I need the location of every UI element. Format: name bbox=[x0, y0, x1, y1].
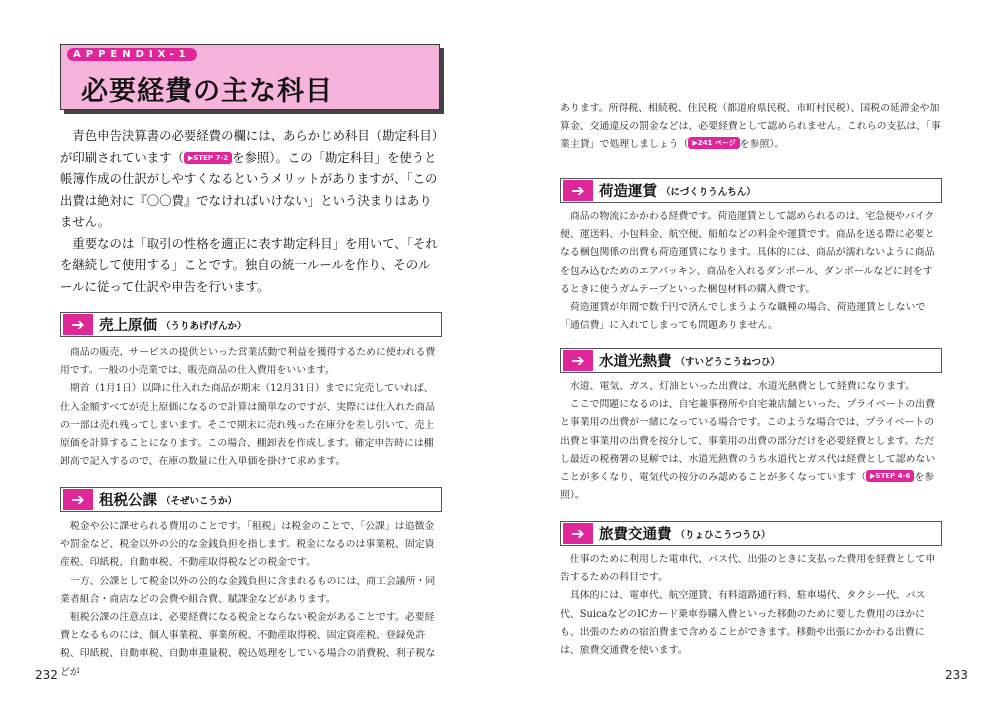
continuation-text-a: あります。所得税、相続税、住民税（都道府県民税、市町村民税）、国税の延滞金や加算金、交通違反の罰金などは、必要経費として認められません。これらの支払は、「事業主貸」で処理しましょう（ bbox=[560, 103, 941, 151]
section-paragraph: 商品の販売、サービスの提供といった営業活動で利益を獲得するために使われる費用です。一般の小売業では、販売商品の仕入費用をいいます。 bbox=[60, 347, 436, 377]
page-reference-label: 241 ページ bbox=[697, 139, 736, 148]
step-reference-label: STEP 4-6 bbox=[875, 472, 911, 481]
section-header-uriage-genka bbox=[60, 312, 442, 337]
section-header-sozei-kouka bbox=[60, 487, 442, 512]
section-reading: （りょひこうつうひ） bbox=[675, 529, 771, 541]
section-paragraph: 仕事のために利用した電車代、バス代、出張のときに支払った費用を経費として申告するための科目です。 bbox=[560, 554, 936, 584]
page-reference-badge: ▶241 ページ bbox=[688, 137, 739, 149]
section-header-ryohi-koutsuuhi bbox=[560, 521, 942, 546]
page-number: 233 bbox=[945, 668, 968, 682]
arrow-right-icon: ➔ bbox=[63, 314, 93, 335]
section-header-suidou-kounetsuhi bbox=[560, 348, 942, 373]
section-paragraph: 商品の物流にかかわる経費です。荷造運賃として認められるのは、宅急便やバイク便、運送料、小包料金、航空便、船舶などの料金や運賃です。商品を送る際に必要となる梱包関係の出費も荷造運賃になります。具体的には、商品が濡れないように商品を包み込むためのエアパッキン、商品を入れるダンボール、ダンボールなどに封をするときに使うガムテープといった梱包材料の購入費です。 bbox=[560, 211, 935, 295]
section-paragraph: 荷造運賃が年間で数千円で済んでしまうような職種の場合、荷造運賃としないで「通信費」に入れてしまっても問題ありません。 bbox=[560, 302, 926, 332]
page-number: 232 bbox=[35, 668, 58, 682]
section-paragraph: 水道、電気、ガス、灯油といった出費は、水道光熱費として経費になります。 bbox=[569, 381, 916, 392]
page-title: 必要経費の主な科目 bbox=[81, 76, 333, 107]
intro-paragraph-2: 重要なのは「取引の性格を適正に表す勘定科目」を用いて、「それを継続して使用する」ことです。独自の統一ルールを作り、そのルールに従って仕訳や申告を行います。 bbox=[60, 235, 438, 294]
section-paragraph bbox=[560, 396, 942, 505]
arrow-right-icon: ➔ bbox=[63, 489, 93, 510]
appendix-label: APPENDIX-1 bbox=[67, 48, 197, 61]
arrow-right-icon: ➔ bbox=[563, 523, 593, 544]
section-body-sozei-kouka bbox=[60, 518, 442, 682]
section-reading: （にづくりうんちん） bbox=[661, 186, 756, 198]
continuation-paragraph bbox=[560, 100, 942, 155]
section-reading: （すいどうこうねつひ） bbox=[675, 356, 781, 368]
section-paragraph: 租税公課の注意点は、必要経費になる税金とならない税金があることです。必要経費となるものには、個人事業税、事業所税、不動産取得税、固定資産税、登録免許税、印紙税、自動車税、自動車重量税、税込処理をしている場合の消費税、利子税などが bbox=[60, 612, 436, 678]
step-reference-badge: ▶STEP 7-2 bbox=[184, 152, 232, 164]
section-paragraph: 税金や公に課せられる費用のことです。「租税」は税金のことで、「公課」は追徴金や罰金など、税金以外の公的な金銭負担を指します。税金になるのは事業税、固定資産税、印紙税、自動車税、不動産取得税などの税金です。 bbox=[60, 521, 435, 569]
intro-p1-text-a: 青色申告決算書の必要経費の欄には、あらかじめ科目（勘定科目）が印刷されています（ bbox=[60, 128, 438, 165]
arrow-right-icon: ➔ bbox=[563, 350, 593, 371]
section-reading: （うりあげげんか） bbox=[161, 320, 247, 332]
step-reference-badge: ▶STEP 4-6 bbox=[866, 470, 914, 482]
section-body-ryohi-koutsuuhi bbox=[560, 551, 942, 660]
step-reference-label: STEP 7-2 bbox=[193, 153, 229, 162]
section-body-suidou-kounetsuhi bbox=[560, 378, 942, 505]
section-body-uriage-genka bbox=[60, 344, 442, 471]
intro-text bbox=[60, 125, 442, 297]
intro-p1-text-b: を参照）。この「勘定科目」を使うと帳簿作成の仕訳がしやすくなるというメリットがありますが、「この出費は絶対に『〇〇費』でなければいけない」という決まりはありません。 bbox=[60, 149, 438, 229]
paragraph-text-a: ここで問題になるのは、自宅兼事務所や自宅兼店舗といった、プライベートの出費と事業用の出費が一緒になっている場合です。このような場合では、プライベートの出費と事業用の出費を按分して、事業用の出費の部分だけを必要経費とします。ただし最近の税務署の見解では、水道光熱費のうち水道代とガス代は経費として認めないことが多くなり、電気代の按分のみ認めることが多くなっています（ bbox=[560, 399, 936, 484]
continuation-text bbox=[560, 100, 942, 155]
continuation-text-b: を参照）。 bbox=[739, 139, 785, 151]
section-paragraph: 一方、公課として税金以外の公的な金銭負担に含まれるものには、商工会議所・同業者組合・商店などの会費や組合費、賦課金などがあります。 bbox=[60, 575, 436, 605]
arrow-right-icon: ➔ bbox=[563, 180, 593, 201]
section-reading: （そぜいこうか） bbox=[161, 495, 238, 507]
paragraph-text-b: を参照）。 bbox=[560, 472, 935, 502]
right-page bbox=[500, 0, 1000, 709]
section-title: 租税公課 bbox=[99, 493, 157, 509]
section-header-nizukuri-unchin bbox=[560, 178, 942, 203]
appendix-title-banner bbox=[60, 44, 440, 110]
section-paragraph: 期首（1月1日）以降に仕入れた商品が期末（12月31日）までに完売していれば、仕入金額すべてが売上原価になるので計算は簡単なのですが、実際には仕入れた商品の一部は売れ残ってしまいます。そこで期末に売れ残った在庫分を差し引いて、売上原価を計算することになります。この場合、棚卸表を作成します。確定申告時には棚卸高で記入するので、在庫の数量に仕入単価を掛けて求めます。 bbox=[60, 383, 436, 468]
section-body-nizukuri-unchin bbox=[560, 208, 942, 335]
intro-paragraph-1 bbox=[60, 125, 442, 233]
section-paragraph: 具体的には、電車代、航空運賃、有料道路通行料、駐車場代、タクシー代、バス代、SuicaなどのICカード乗車券購入費といった移動のために要した費用のほかにも、出張のための宿泊費まで含めることができます。移動や出張にかかわる出費には、旅費交通費を使います。 bbox=[560, 590, 926, 657]
section-title: 旅費交通費 bbox=[599, 527, 672, 543]
section-title: 水道光熱費 bbox=[599, 354, 672, 370]
section-title: 荷造運賃 bbox=[599, 184, 657, 200]
section-title: 売上原価 bbox=[99, 318, 157, 334]
